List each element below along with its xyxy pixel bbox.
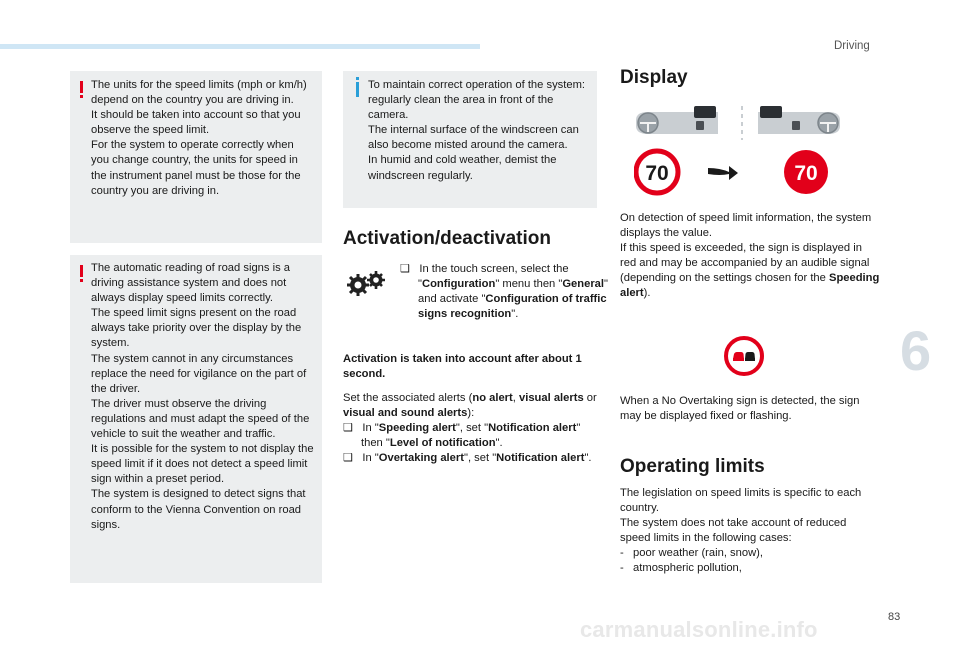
alerts-item-overtaking — [343, 451, 598, 466]
option-name: visual and sound alerts — [343, 407, 468, 420]
display-text-line — [620, 241, 880, 301]
text-run: , — [512, 392, 519, 404]
chapter-tab — [900, 318, 960, 418]
alerts-item-speeding — [343, 421, 598, 451]
text-run: ". — [495, 437, 503, 450]
text-run: ). — [643, 287, 651, 300]
option-name: Level of notification — [389, 437, 496, 450]
text-run: " and activate " — [418, 278, 608, 306]
warning-icon — [80, 265, 83, 277]
text-run: ". — [584, 452, 592, 465]
operating-limits-heading: Operating limits — [620, 456, 765, 477]
text-run: In the touch screen, select the " — [418, 263, 569, 291]
option-name: Overtaking alert — [378, 452, 464, 465]
speed-limit-display-illustration — [634, 106, 842, 198]
note-line: It should be taken into account so that you observe the speed limit. — [91, 109, 301, 137]
note-line: The units for the speed limits (mph or km/h) depend on the country you are driving in. — [91, 79, 307, 107]
operating-line: - poor weather (rain, snow), — [620, 547, 764, 560]
menu-name: Configuration — [421, 278, 496, 291]
operating-limits-text — [620, 486, 875, 577]
dashboard-right-icon — [758, 106, 840, 134]
header-accent-bar — [0, 44, 480, 49]
display-heading: Display — [620, 67, 688, 88]
note-line: It is possible for the system to not display the speed limit if it does not detect a speed limit sign within a preset period. — [91, 443, 314, 486]
text-run: " then " — [361, 422, 581, 450]
note-line: The system is designed to detect signs that conform to the Vienna Convention on road signs. — [91, 488, 306, 531]
info-icon — [356, 82, 359, 97]
text-run: ): — [467, 407, 475, 420]
alerts-intro — [343, 391, 598, 421]
speed-sign-exceeded-value: 70 — [794, 162, 818, 185]
text-run: If this speed is exceeded, the sign is displayed in red and may be accompanied by an audible signal (depending on the settings chosen for the — [620, 242, 870, 285]
text-run: or — [583, 392, 597, 404]
note-line: For the system to operate correctly when you change country, the units for speed in the instrument panel must be those for the country you are driving in. — [91, 139, 301, 197]
operating-line: The system does not take account of reduced speed limits in the following cases: — [620, 517, 847, 545]
display-description — [620, 211, 880, 302]
bullet-glyph: ❑ — [400, 263, 411, 275]
note-line: To maintain correct operation of the system: regularly clean the area in front of the camera. — [368, 79, 586, 122]
activation-heading: Activation/deactivation — [343, 228, 551, 249]
dashboard-left-icon — [636, 106, 718, 134]
text-run: ", set " — [455, 422, 489, 435]
alerts-settings — [343, 391, 598, 466]
overtaking-description: When a No Overtaking sign is detected, the sign may be displayed fixed or flashing. — [620, 395, 860, 423]
speed-sign-normal-value: 70 — [645, 162, 669, 185]
no-overtaking-sign-icon — [724, 336, 764, 376]
menu-name: General — [562, 278, 605, 291]
option-name: Notification alert — [496, 452, 585, 465]
text-run: In " — [362, 422, 379, 435]
note-line: In humid and cold weather, demist the windscreen regularly. — [368, 154, 557, 182]
operating-line: The legislation on speed limits is specific to each country. — [620, 487, 862, 515]
bullet-glyph: ❑ — [343, 422, 354, 435]
note-line: The internal surface of the windscreen can also become misted around the camera. — [368, 124, 579, 152]
note-line: The automatic reading of road signs is a driving assistance system and does not always display speed limits correctly. — [91, 262, 290, 305]
warning-icon — [80, 81, 83, 93]
text-run: Set the associated alerts ( — [343, 392, 473, 404]
activation-note: Activation is taken into account after about 1 second. — [343, 353, 582, 381]
page-number: 83 — [888, 611, 901, 623]
units-warning-note — [70, 71, 322, 243]
note-line: The speed limit signs present on the road always take priority over the display by the system. — [91, 307, 302, 350]
arrow-right-icon — [708, 166, 738, 180]
note-line: The driver must observe the driving regulations and must adapt the speed of the vehicle to suit the weather and traffic. — [91, 397, 310, 441]
chapter-number: 6 — [900, 319, 932, 382]
text-run: " menu then " — [495, 278, 563, 291]
option-name: no alert — [472, 392, 513, 404]
option-name: Speeding alert — [620, 272, 880, 300]
note-line: The system cannot in any circumstances replace the need for vigilance on the part of the driver. — [91, 352, 307, 395]
watermark: carmanualsonline.info — [580, 617, 818, 642]
automatic-reading-warning-note — [70, 255, 322, 583]
settings-gear-icon — [345, 270, 389, 296]
menu-name: Configuration of traffic signs recognition — [418, 293, 607, 321]
option-name: Speeding alert — [378, 422, 456, 435]
maintenance-info-note — [343, 71, 597, 208]
text-run: ", set " — [463, 452, 497, 465]
section-title: Driving — [834, 40, 870, 52]
operating-line: - atmospheric pollution, — [620, 562, 742, 575]
text-run: ". — [511, 308, 519, 321]
touch-screen-instruction — [400, 262, 616, 322]
option-name: visual alerts — [519, 392, 584, 404]
text-run: In " — [362, 452, 379, 465]
bullet-glyph: ❑ — [343, 452, 354, 465]
option-name: Notification alert — [488, 422, 577, 435]
display-text-line: On detection of speed limit information, the system displays the value. — [620, 212, 872, 240]
